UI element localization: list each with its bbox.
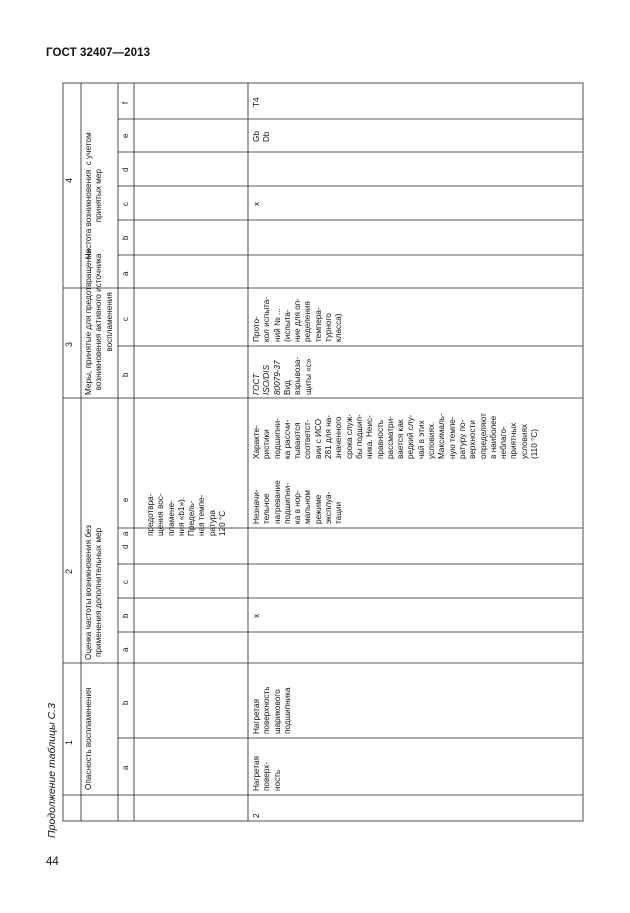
cell-measures-a: Характе- ристики подшипни- ка рассчи- тываются соответст- вии с ИСО 281 для на- значенного срока служ- бы подшип- ника. Неис- правность рассматри- вается как редкий слу- чай в этих условиях. Максималь- ную темпе- ратуру по- верхности определяют в наиболее неблаго- приятных условиях (110 °С) <box>252 413 540 459</box>
subheader-g4-b: b <box>121 235 130 240</box>
subheader-g4-d: d <box>121 167 130 172</box>
cell-measures-c: Прото- кол испыта- ний № ... (испыта- ние для оп- ределения темпера- турного класса) <box>252 296 344 342</box>
subheader-g4-c: c <box>121 202 130 206</box>
subheader-g2-c: c <box>121 580 130 584</box>
subheader-g2-e: e <box>121 497 130 502</box>
group-number-3: 3 <box>64 341 74 347</box>
table-caption: Продолжение таблицы С.3 <box>46 703 58 838</box>
row-number: 2 <box>252 813 261 818</box>
subheader-g1-b: b <box>121 700 130 705</box>
document-header: ГОСТ 32407—2013 <box>46 47 151 59</box>
cell-freq-before-b: x <box>252 613 261 618</box>
subheader-g4-a: a <box>121 271 130 276</box>
group-title-1: Опасность воспламенения <box>84 687 93 790</box>
group-title-2: Оценка частоты возникновения без применения дополнительных мер <box>84 524 104 660</box>
group-number-2: 2 <box>64 568 74 574</box>
subheader-g2-b: b <box>121 613 130 618</box>
subheader-g3-c: c <box>121 317 130 321</box>
subheader-g4-e: e <box>121 133 130 138</box>
continuation-cell: предотвра- щения вос- пламене- ния «b1»). Предель- ная темпе- ратура 120 °С <box>146 493 228 536</box>
cell-hazard-a: Нагретая поверх- ность <box>252 756 282 791</box>
page-number: 44 <box>46 856 59 868</box>
cell-freq-after-f: T4 <box>252 97 261 107</box>
subheader-g1-a: a <box>121 765 130 770</box>
cell-hazard-b: Нагретая поверхность шарикового подшипника <box>252 686 292 734</box>
subheader-g3-a: a <box>121 531 130 536</box>
subheader-g4-f: f <box>121 101 130 104</box>
group-title-3: Меры, принятые для предотвращения возникновения активного источника воспламенения <box>84 248 114 395</box>
group-number-1: 1 <box>64 739 74 745</box>
group-number-4: 4 <box>64 177 74 183</box>
cell-freq-after-e: Gb Db <box>252 131 272 142</box>
group-title-4: Частота возникновения с учетом принятых мер <box>84 132 104 259</box>
cell-freq-after-c: x <box>252 201 261 206</box>
cell-freq-before-e: Незначи- тельное нагревание подшипни- ка в нор- мальном режиме эксплуа- тации <box>252 480 344 524</box>
cell-measures-b-protection: Вид взрывоза- щиты «c» <box>283 356 313 395</box>
subheader-g2-d: d <box>121 544 130 549</box>
subheader-g3-b: b <box>121 372 130 377</box>
subheader-g2-a: a <box>121 647 130 652</box>
cell-measures-b-standard: ГОСТ ISO/DIS 80079-37 <box>252 360 282 395</box>
